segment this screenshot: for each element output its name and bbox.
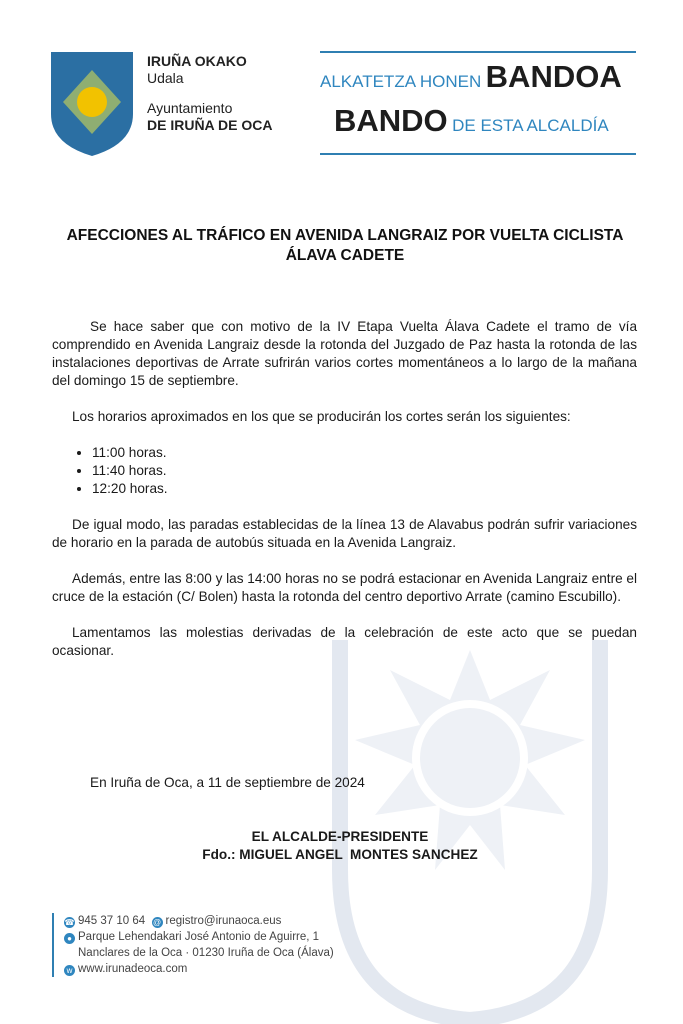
paragraph-apology: Lamentamos las molestias derivadas de la celebración de este acto que se puedan ocasionar.: [52, 625, 637, 658]
phone-icon: ☎: [64, 918, 75, 927]
paragraph-bus: De igual modo, las paradas establecidas de la línea 13 de Alavabus podrán sufrir variaciones de horario en la parada de autobús situada en la Avenida Langraiz.: [52, 517, 637, 550]
web-icon: w: [64, 965, 75, 976]
footer-phone[interactable]: 945 37 10 64: [78, 915, 146, 927]
document-title-line1: AFECCIONES AL TRÁFICO EN AVENIDA LANGRAIZ POR VUELTA CICLISTA: [66, 227, 624, 244]
location-icon: ●: [64, 933, 75, 944]
list-item: • 11:40 horas.: [92, 462, 637, 480]
bando-eu-big: BANDOA: [485, 59, 622, 94]
municipality-name-es: DE IRUÑA DE OCA: [147, 117, 273, 133]
municipality-udala: Udala: [147, 70, 184, 86]
contact-footer: [52, 913, 334, 977]
document-title-line2: ÁLAVA CADETE: [285, 247, 405, 264]
list-item: • 12:20 horas.: [92, 480, 637, 498]
signature-role: EL ALCALDE-PRESIDENTE: [251, 829, 429, 844]
paragraph-parking: Además, entre las 8:00 y las 14:00 horas no se podrá estacionar en Avenida Langraiz entre el cruce de la estación (C/ Bolen) hasta la rotonda del centro deportivo Arrate (camino Escubillo).: [52, 571, 638, 604]
municipality-ayuntamiento: Ayuntamiento: [147, 100, 233, 116]
bando-eu-small: ALKATETZA HONEN: [320, 72, 482, 91]
email-icon: @: [152, 918, 162, 927]
paragraph-announcement: Se hace saber que con motivo de la IV Etapa Vuelta Álava Cadete el tramo de vía comprendido en Avenida Langraiz desde la rotonda del Juzgado de Paz hasta la rotonda de las instalaciones deportivas de Arrate sufrirán varios cortes momentáneos a lo largo de la mañana del domingo 15 de septiembre.: [52, 319, 637, 388]
signature-block: [140, 828, 540, 864]
bando-es-big: BANDO: [334, 103, 448, 138]
footer-address-line2: Nanclares de la Oca · 01230 Iruña de Oca (Álava): [78, 947, 334, 959]
list-item: • 11:00 horas.: [92, 444, 637, 462]
signature-name: Fdo.: MIGUEL ANGEL MONTES SANCHEZ: [202, 847, 478, 862]
bando-es-small: DE ESTA ALCALDÍA: [452, 116, 609, 135]
footer-email[interactable]: registro@irunaoca.eus: [165, 915, 282, 927]
municipality-name: [147, 53, 273, 134]
document-body: [52, 318, 637, 678]
municipal-crest-logo: [51, 52, 133, 156]
bando-header: [320, 51, 636, 156]
footer-web[interactable]: www.irunadeoca.com: [78, 963, 188, 975]
municipality-name-eu: IRUÑA OKAKO: [147, 53, 247, 69]
paragraph-schedule-intro: Los horarios aproximados en los que se producirán los cortes serán los siguientes:: [72, 409, 571, 424]
document-title: [40, 226, 650, 266]
closure-times-list: [52, 444, 637, 498]
footer-address-line1: Parque Lehendakari José Antonio de Aguirre, 1: [78, 931, 320, 943]
place-date: En Iruña de Oca, a 11 de septiembre de 2024: [90, 775, 365, 790]
